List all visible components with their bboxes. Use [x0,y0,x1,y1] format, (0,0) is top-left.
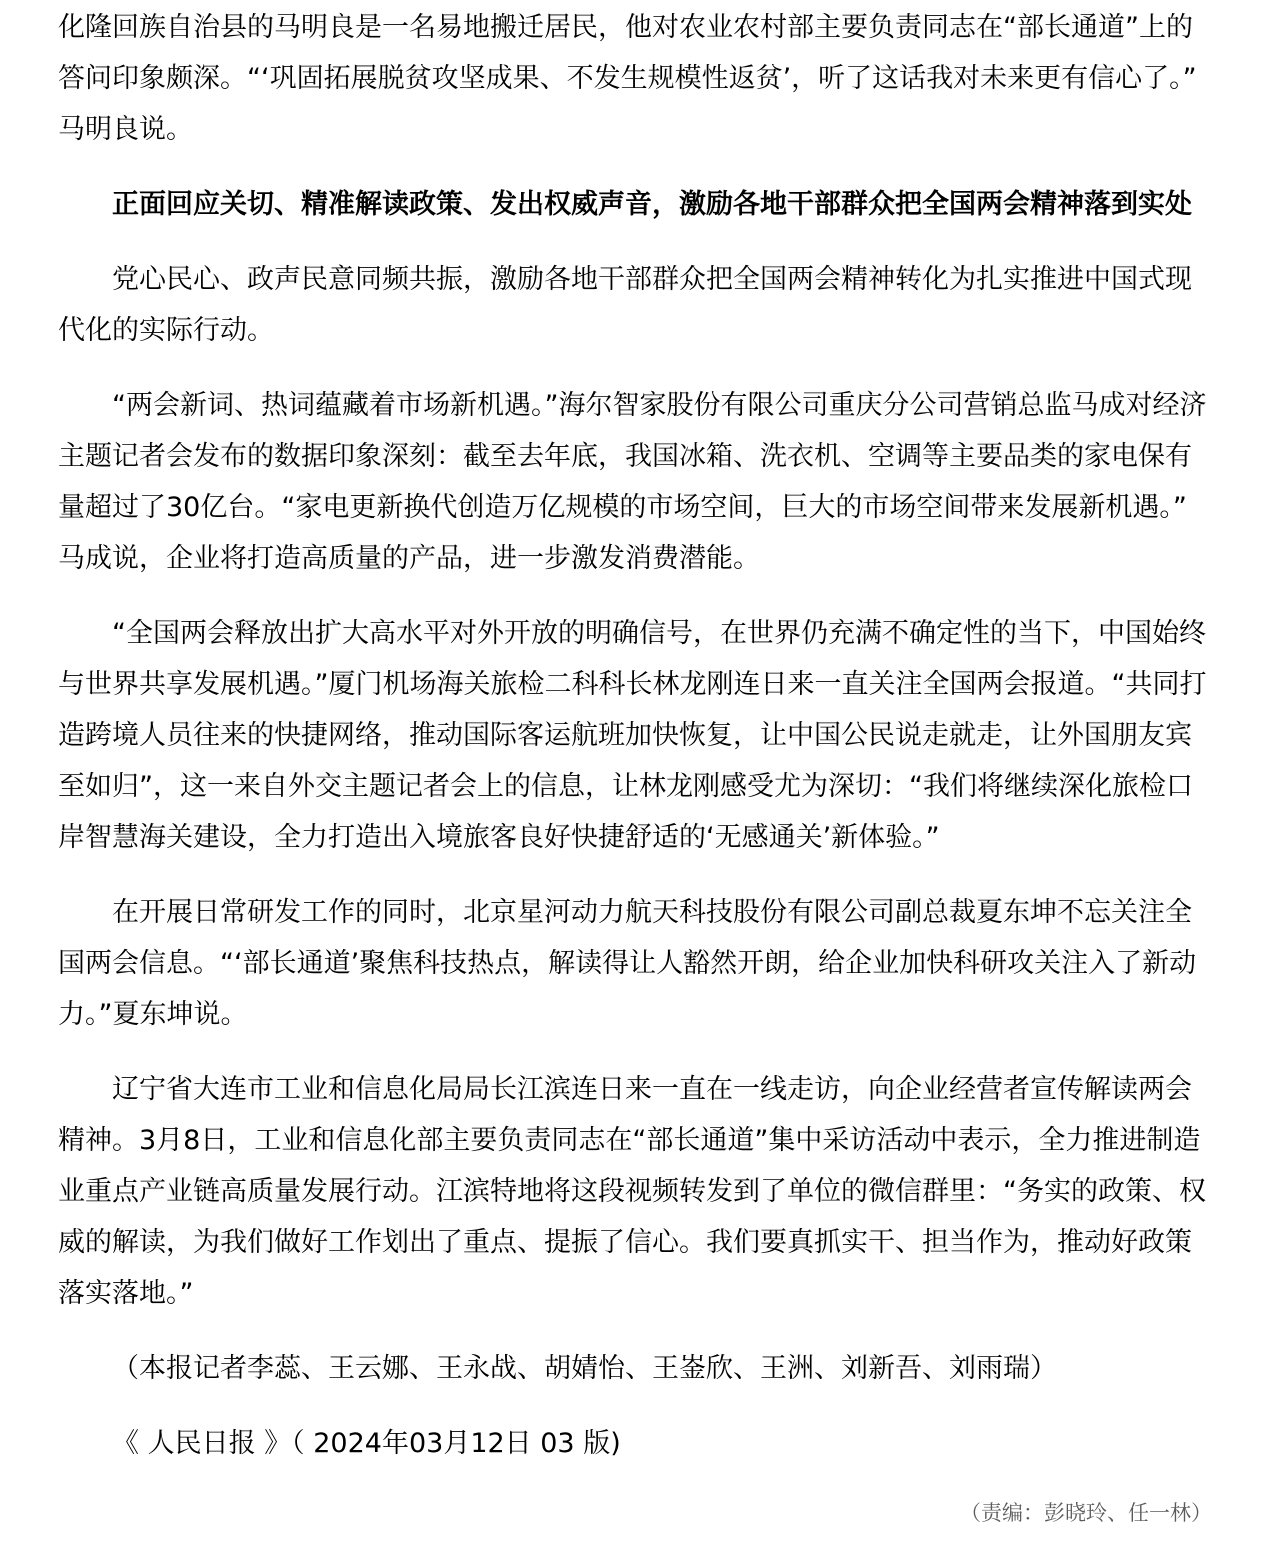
article-paragraph: 党心民心、政声民意同频共振，激励各地干部群众把全国两会精神转化为扎实推进中国式现代化的实际行动。 [58,264,1192,346]
source-line: 《 人民日报 》（ 2024年03月12日 03 版) [112,1428,621,1459]
section-subhead: 正面回应关切、精准解读政策、发出权威声音，激励各地干部群众把全国两会精神落到实处 [112,189,1192,220]
article-paragraph: 辽宁省大连市工业和信息化局局长江滨连日来一直在一线走访，向企业经营者宣传解读两会精神。3月8日，工业和信息化部主要负责同志在“部长通道”集中采访活动中表示，全力推进制造业重点产业链高质量发展行动。江滨特地将这段视频转发到了单位的微信群里：“务实的政策、权威的解读，为我们做好工作划出了重点、提振了信心。我们要真抓实干、担当作为，推动好政策落实落地。” [58,1074,1206,1309]
article-paragraph: “两会新词、热词蕴藏着市场新机遇。”海尔智家股份有限公司重庆分公司营销总监马成对经济主题记者会发布的数据印象深刻：截至去年底，我国冰箱、洗衣机、空调等主要品类的家电保有量超过了30亿台。“家电更新换代创造万亿规模的市场空间，巨大的市场空间带来发展新机遇。”马成说，企业将打造高质量的产品，进一步激发消费潜能。 [58,390,1207,574]
editors-credit: （责编：彭晓玲、任一林） [960,1501,1212,1525]
article-paragraph: 化隆回族自治县的马明良是一名易地搬迁居民，他对农业农村部主要负责同志在“部长通道”上的答问印象颇深。“‘巩固拓展脱贫攻坚成果、不发生规模性返贫’，听了这话我对未来更有信心了。”马明良说。 [58,12,1197,145]
article-paragraph: “全国两会释放出扩大高水平对外开放的明确信号，在世界仍充满不确定性的当下，中国始终与世界共享发展机遇。”厦门机场海关旅检二科科长林龙刚连日来一直关注全国两会报道。“共同打造跨境人员往来的快捷网络，推动国际客运航班加快恢复，让中国公民说走就走，让外国朋友宾至如归”，这一来自外交主题记者会上的信息，让林龙刚感受尤为深切：“我们将继续深化旅检口岸智慧海关建设，全力打造出入境旅客良好快捷舒适的‘无感通关’新体验。” [58,618,1207,853]
article-paragraph: 在开展日常研发工作的同时，北京星河动力航天科技股份有限公司副总裁夏东坤不忘关注全国两会信息。“‘部长通道’聚焦科技热点，解读得让人豁然开朗，给企业加快科研攻关注入了新动力。”夏东坤说。 [58,897,1197,1030]
byline: （本报记者李蕊、王云娜、王永战、胡婧怡、王崟欣、王洲、刘新吾、刘雨瑞） [112,1353,1057,1384]
